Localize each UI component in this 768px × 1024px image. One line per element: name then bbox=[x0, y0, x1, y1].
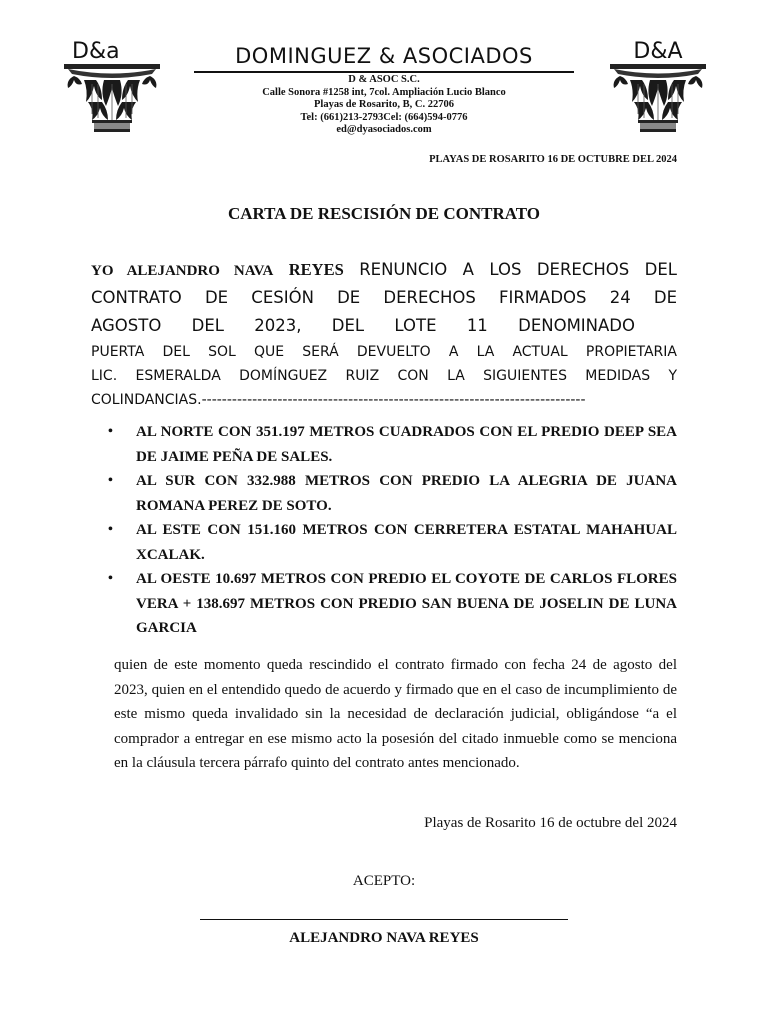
logo-right bbox=[608, 40, 708, 132]
corinthian-column-capital-icon bbox=[62, 64, 162, 132]
firm-info-line: Playas de Rosarito, B, C. 22706 bbox=[314, 99, 454, 110]
logo-right-text: D&A bbox=[633, 39, 683, 64]
closing-date: Playas de Rosarito 16 de octubre del 2024 bbox=[424, 815, 677, 831]
body-paragraph: quien de este momento queda rescindido el contrato firmado con fecha 24 de agosto del 2023, quien en el entendido quedo de acuerdo y firmado que en el caso de incumplimiento de este mismo queda invalidado sin la necesidad de declaración judicial, obligándose “a el comprador a entregar en ese mismo acto la posesión del citado inmueble como se menciona en la cláusula tercera párrafo quinto del contrato antes mencionado. bbox=[114, 657, 677, 772]
document-title: CARTA DE RESCISIÓN DE CONTRATO bbox=[227, 204, 541, 223]
firm-info-line: D & ASOC S.C. bbox=[348, 74, 420, 85]
logo-left bbox=[62, 40, 162, 132]
list-item-text: AL SUR CON 332.988 METROS CON PREDIO LA ALEGRIA DE JUANA ROMANA PEREZ DE SOTO. bbox=[136, 473, 677, 514]
list-item-text: AL OESTE 10.697 METROS CON PREDIO EL COYOTE DE CARLOS FLORES VERA + 138.697 METROS CON PREDIO SAN BUENA DE JOSELIN DE LUNA GARCIA bbox=[136, 571, 677, 636]
main-line: PUERTA DEL SOL QUE SERÁ DEVUELTO A LA ACTUAL PROPIETARIA bbox=[91, 344, 677, 360]
boundaries-list bbox=[108, 420, 677, 641]
bullet-icon: • bbox=[108, 424, 113, 439]
declarant-surname: REYES bbox=[288, 260, 344, 279]
main-line: CONTRATO DE CESIÓN DE DERECHOS FIRMADOS 24 DE bbox=[91, 288, 677, 307]
firm-contact-info bbox=[194, 74, 574, 137]
letterhead-rule bbox=[194, 71, 574, 73]
declarant-name: YO ALEJANDRO NAVA bbox=[91, 263, 274, 279]
main-paragraph bbox=[91, 256, 677, 412]
accept-label: ACEPTO: bbox=[352, 873, 416, 889]
list-item bbox=[108, 469, 677, 518]
list-item bbox=[108, 518, 677, 567]
list-item-text: AL NORTE CON 351.197 METROS CUADRADOS CON EL PREDIO DEEP SEA DE JAIME PEÑA DE SALES. bbox=[136, 424, 677, 465]
corinthian-column-capital-icon bbox=[608, 64, 708, 132]
bullet-icon: • bbox=[108, 571, 113, 586]
main-line: LIC. ESMERALDA DOMÍNGUEZ RUIZ CON LA SIGUIENTES MEDIDAS Y bbox=[91, 368, 677, 384]
firm-info-line: Calle Sonora #1258 int, 7col. Ampliación Lucio Blanco bbox=[262, 86, 506, 98]
firm-name: DOMINGUEZ & ASOCIADOS bbox=[235, 44, 533, 68]
main-line: AGOSTO DEL 2023, DEL LOTE 11 DENOMINADO bbox=[91, 316, 635, 335]
main-line: COLINDANCIAS.---------------------------------------------------------------------------- bbox=[91, 392, 586, 408]
list-item bbox=[108, 567, 677, 641]
signature-line bbox=[200, 919, 568, 920]
header-date: PLAYAS DE ROSARITO 16 DE OCTUBRE DEL 2024 bbox=[429, 154, 677, 165]
logo-left-text: D&a bbox=[72, 39, 120, 64]
list-item-text: AL ESTE CON 151.160 METROS CON CERRETERA ESTATAL MAHAHUAL XCALAK. bbox=[136, 522, 677, 563]
bullet-icon: • bbox=[108, 473, 113, 488]
list-item bbox=[108, 420, 677, 469]
firm-info-line: ed@dyasociados.com bbox=[336, 124, 432, 135]
signer-name: ALEJANDRO NAVA REYES bbox=[289, 930, 479, 946]
firm-info-line: Tel: (661)213-2793Cel: (664)594-0776 bbox=[300, 111, 468, 123]
main-line bbox=[91, 256, 677, 284]
bullet-icon: • bbox=[108, 522, 113, 537]
main-line-text: RENUNCIO A LOS DERECHOS DEL bbox=[359, 260, 677, 279]
